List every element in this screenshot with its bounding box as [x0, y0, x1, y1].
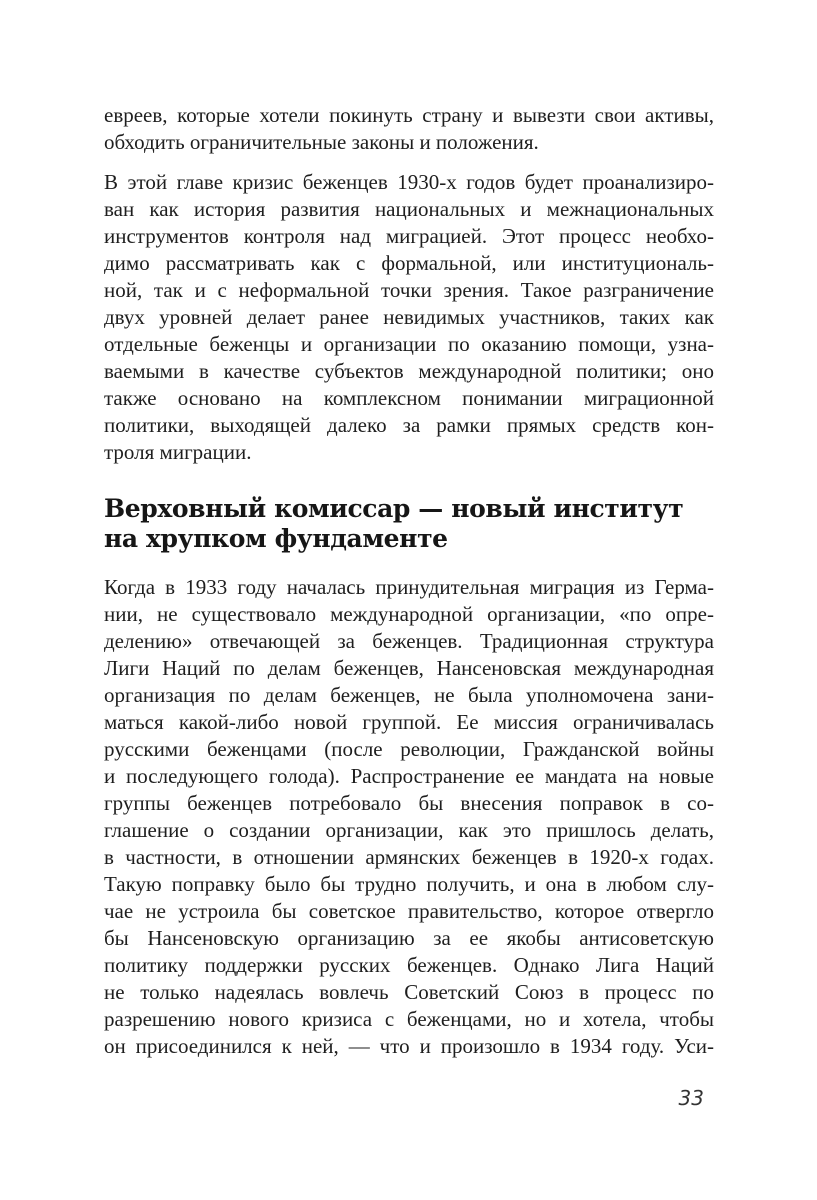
text-line: В этой главе кризис беженцев 1930-х годов будет проанализиро- [104, 170, 714, 194]
text-line: разрешению нового кризиса с беженцами, но и хотела, чтобы [104, 1007, 714, 1031]
text-line: бы Нансеновскую организацию за ее якобы антисоветскую [104, 926, 714, 950]
body-paragraph [104, 169, 714, 466]
body-paragraph [104, 102, 714, 156]
text-line: нии, не существовало международной организации, «по опре- [104, 602, 714, 626]
text-column [104, 102, 714, 1073]
text-line: также основано на комплексном понимании миграционной [104, 386, 714, 410]
text-line: чае не устроила бы советское правительство, которое отвергло [104, 899, 714, 923]
text-line: двух уровней делает ранее невидимых участников, таких как [104, 305, 714, 329]
text-line: обходить ограничительные законы и положения. [104, 130, 539, 154]
text-line: политику поддержки русских беженцев. Однако Лига Наций [104, 953, 714, 977]
heading-line: Верховный комиссар — новый институт [104, 494, 684, 523]
text-line: организация по делам беженцев, не была уполномочена зани- [104, 683, 714, 707]
text-line: троля миграции. [104, 440, 252, 464]
text-line: не только надеялась вовлечь Советский Союз в процесс по [104, 980, 714, 1004]
text-line: и последующего голода). Распространение ее мандата на новые [104, 764, 714, 788]
text-line: группы беженцев потребовало бы внесения поправок в со- [104, 791, 714, 815]
heading-line: на хрупком фундаменте [104, 524, 448, 553]
text-line: маться какой-либо новой группой. Ее миссия ограничивалась [104, 710, 714, 734]
text-line: он присоединился к ней, — что и произошло в 1934 году. Уси- [104, 1034, 714, 1058]
body-paragraph [104, 574, 714, 1060]
page-footer [104, 1086, 714, 1110]
text-line: в частности, в отношении армянских беженцев в 1920-х годах. [104, 845, 714, 869]
text-line: отдельные беженцы и организации по оказанию помощи, узна- [104, 332, 714, 356]
text-line: Когда в 1933 году началась принудительная миграция из Герма- [104, 575, 714, 599]
text-line: ван как история развития национальных и межнациональных [104, 197, 714, 221]
text-line: политики, выходящей далеко за рамки прямых средств кон- [104, 413, 714, 437]
text-line: делению» отвечающей за беженцев. Традиционная структура [104, 629, 714, 653]
text-line: димо рассматривать как с формальной, или институциональ- [104, 251, 714, 275]
text-line: Такую поправку было бы трудно получить, и она в любом слу- [104, 872, 714, 896]
text-line: евреев, которые хотели покинуть страну и вывезти свои активы, [104, 103, 714, 127]
text-line: ваемыми в качестве субъектов международной политики; оно [104, 359, 714, 383]
text-line: Лиги Наций по делам беженцев, Нансеновская международная [104, 656, 714, 680]
text-line: русскими беженцами (после революции, Гражданской войны [104, 737, 714, 761]
text-line: ной, так и с неформальной точки зрения. Такое разграничение [104, 278, 714, 302]
page-number: 33 [678, 1086, 704, 1110]
text-line: глашение о создании организации, как это пришлось делать, [104, 818, 714, 842]
text-line: инструментов контроля над миграцией. Этот процесс необхо- [104, 224, 714, 248]
section-heading [104, 494, 714, 554]
